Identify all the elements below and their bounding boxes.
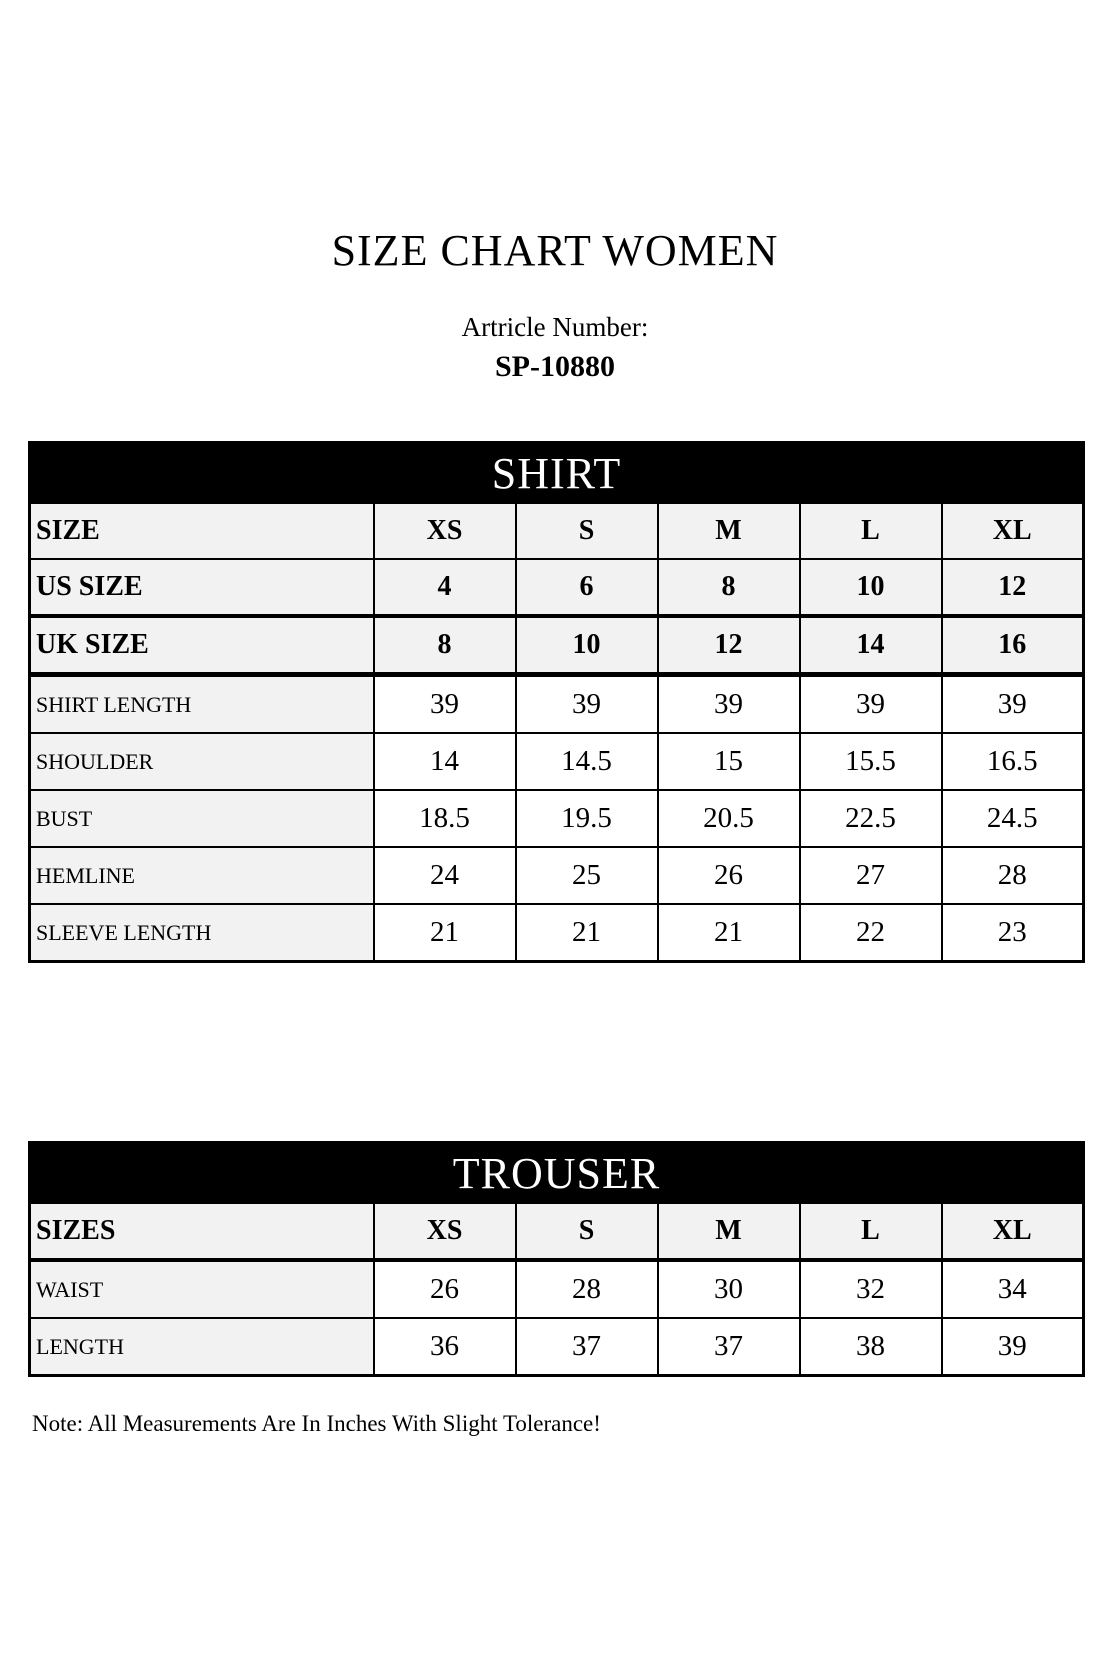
value-cell: L <box>800 1203 942 1260</box>
table-row-us-size <box>30 559 1084 616</box>
row-label-cell: UK SIZE <box>30 616 374 675</box>
value-cell: 10 <box>800 559 942 616</box>
table-row-bust <box>30 790 1084 847</box>
value-cell: 30 <box>658 1260 800 1318</box>
row-label-cell: SHOULDER <box>30 733 374 790</box>
shirt-table-header-row <box>30 443 1084 504</box>
value-cell: S <box>516 1203 658 1260</box>
value-cell: 14.5 <box>516 733 658 790</box>
value-cell: 12 <box>658 616 800 675</box>
table-row-hemline <box>30 847 1084 904</box>
value-cell: 8 <box>658 559 800 616</box>
value-cell: 37 <box>516 1318 658 1376</box>
value-cell: 21 <box>658 904 800 962</box>
table-row-shirt-length <box>30 675 1084 734</box>
value-cell: XL <box>942 503 1084 559</box>
shirt-table-title: SHIRT <box>30 443 1084 504</box>
measurement-note: Note: All Measurements Are In Inches With Slight Tolerance! <box>32 1411 601 1436</box>
value-cell: 6 <box>516 559 658 616</box>
table-row-shoulder <box>30 733 1084 790</box>
value-cell: 24.5 <box>942 790 1084 847</box>
row-label-cell: SIZES <box>30 1203 374 1260</box>
value-cell: 4 <box>374 559 516 616</box>
value-cell: 20.5 <box>658 790 800 847</box>
value-cell: 28 <box>942 847 1084 904</box>
value-cell: 16.5 <box>942 733 1084 790</box>
value-cell: 39 <box>374 675 516 734</box>
trouser-table-title: TROUSER <box>30 1143 1084 1204</box>
value-cell: M <box>658 503 800 559</box>
value-cell: 28 <box>516 1260 658 1318</box>
article-number-label: Artricle Number: <box>461 312 649 342</box>
value-cell: 12 <box>942 559 1084 616</box>
trouser-size-table <box>28 1141 1085 1377</box>
value-cell: 15 <box>658 733 800 790</box>
row-label-cell: SLEEVE LENGTH <box>30 904 374 962</box>
value-cell: S <box>516 503 658 559</box>
table-row-length <box>30 1318 1084 1376</box>
table-row-waist <box>30 1260 1084 1318</box>
row-label-cell: US SIZE <box>30 559 374 616</box>
row-label-cell: LENGTH <box>30 1318 374 1376</box>
page-title: SIZE CHART WOMEN <box>331 226 779 275</box>
value-cell: XS <box>374 1203 516 1260</box>
article-block <box>0 312 1110 384</box>
row-label-cell: BUST <box>30 790 374 847</box>
value-cell: 39 <box>800 675 942 734</box>
value-cell: 18.5 <box>374 790 516 847</box>
value-cell: 37 <box>658 1318 800 1376</box>
table-row-sleeve-length <box>30 904 1084 962</box>
value-cell: 39 <box>516 675 658 734</box>
value-cell: L <box>800 503 942 559</box>
value-cell: 22 <box>800 904 942 962</box>
value-cell: 34 <box>942 1260 1084 1318</box>
value-cell: 15.5 <box>800 733 942 790</box>
value-cell: 21 <box>374 904 516 962</box>
shirt-size-table <box>28 441 1085 963</box>
value-cell: 16 <box>942 616 1084 675</box>
value-cell: 8 <box>374 616 516 675</box>
row-label-cell: HEMLINE <box>30 847 374 904</box>
trouser-table-header-row <box>30 1143 1084 1204</box>
value-cell: 14 <box>374 733 516 790</box>
value-cell: 27 <box>800 847 942 904</box>
value-cell: 22.5 <box>800 790 942 847</box>
value-cell: 32 <box>800 1260 942 1318</box>
value-cell: 26 <box>658 847 800 904</box>
row-label-cell: WAIST <box>30 1260 374 1318</box>
value-cell: 10 <box>516 616 658 675</box>
value-cell: 39 <box>658 675 800 734</box>
value-cell: 14 <box>800 616 942 675</box>
value-cell: 21 <box>516 904 658 962</box>
row-label-cell: SIZE <box>30 503 374 559</box>
article-number-value: SP-10880 <box>495 350 615 383</box>
value-cell: 19.5 <box>516 790 658 847</box>
value-cell: 39 <box>942 675 1084 734</box>
row-label-cell: SHIRT LENGTH <box>30 675 374 734</box>
table-row-sizes <box>30 1203 1084 1260</box>
value-cell: M <box>658 1203 800 1260</box>
value-cell: 38 <box>800 1318 942 1376</box>
value-cell: 24 <box>374 847 516 904</box>
value-cell: 39 <box>942 1318 1084 1376</box>
value-cell: 23 <box>942 904 1084 962</box>
value-cell: 25 <box>516 847 658 904</box>
value-cell: 36 <box>374 1318 516 1376</box>
value-cell: 26 <box>374 1260 516 1318</box>
table-row-size <box>30 503 1084 559</box>
table-row-uk-size <box>30 616 1084 675</box>
value-cell: XL <box>942 1203 1084 1260</box>
value-cell: XS <box>374 503 516 559</box>
